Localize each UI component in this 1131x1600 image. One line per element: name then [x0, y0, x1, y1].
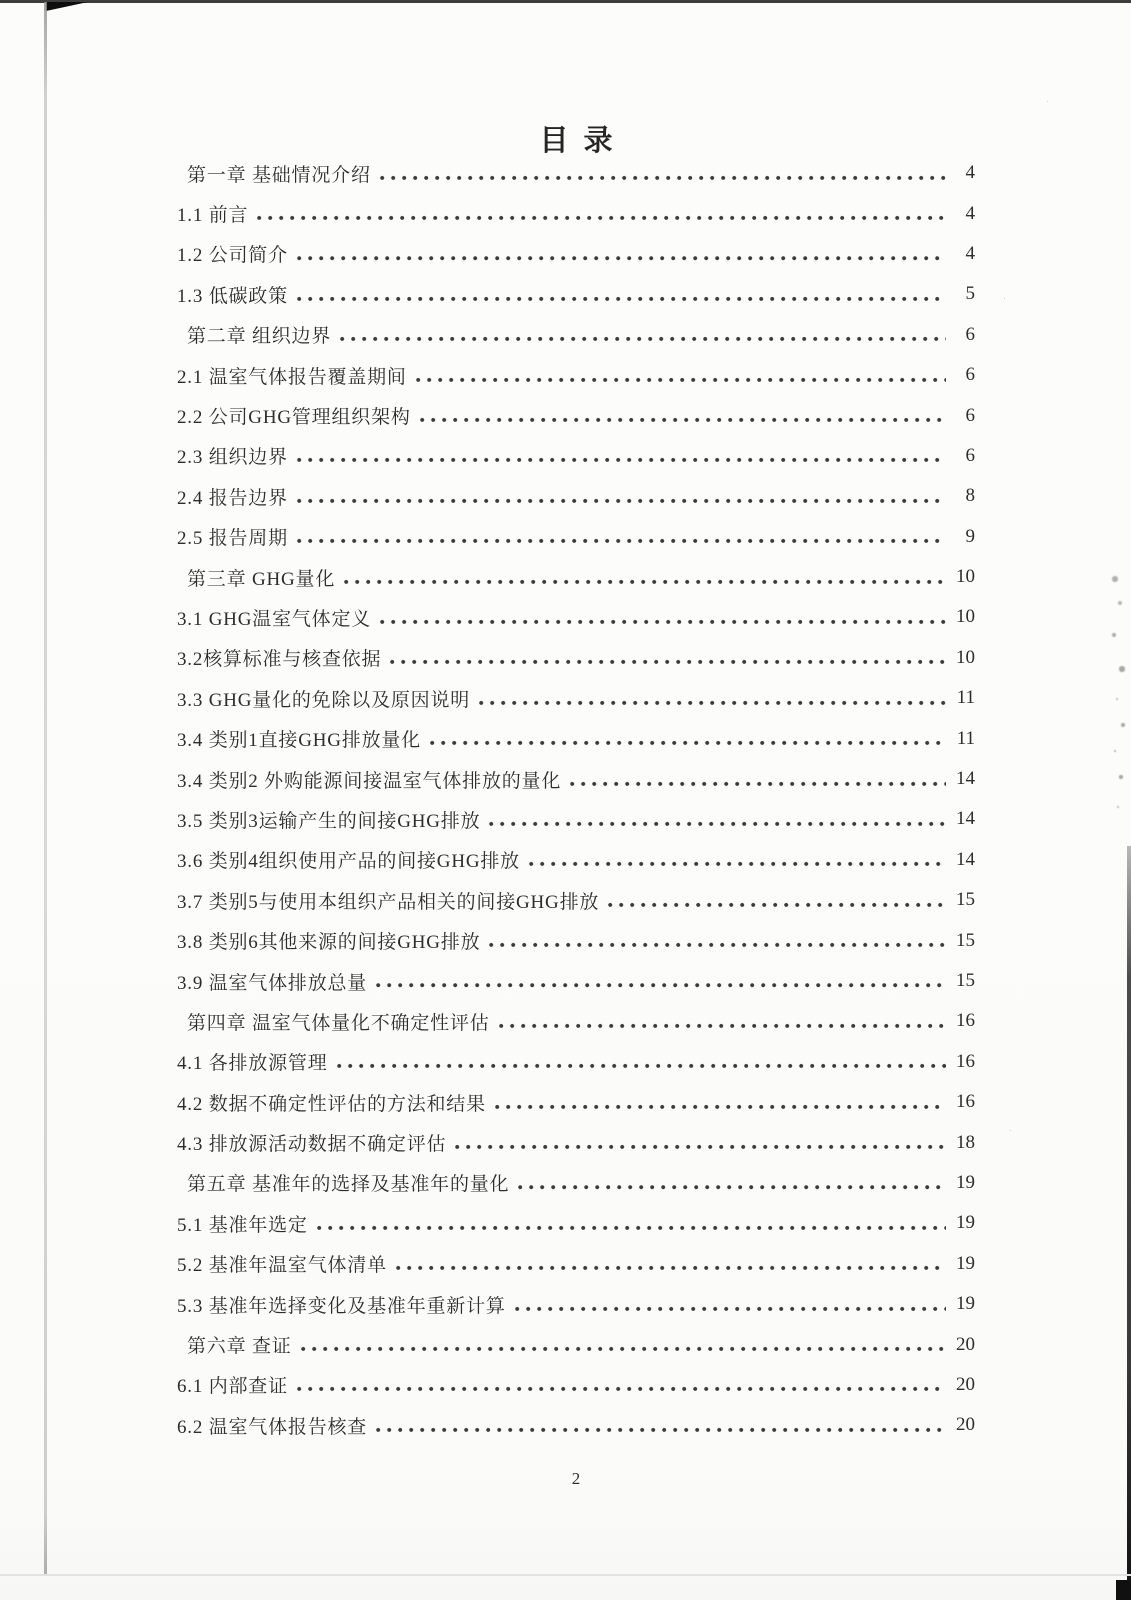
toc-dot-leader — [489, 809, 946, 830]
toc-entry — [177, 1244, 975, 1284]
toc-entry-page: 11 — [956, 687, 975, 709]
toc-entry — [177, 1163, 975, 1203]
toc-entry-page: 19 — [956, 1252, 975, 1274]
scan-bottom-right-mark — [1116, 1580, 1131, 1600]
toc-entry-page: 14 — [956, 768, 975, 790]
toc-entry-label: 3.4 类别1直接GHG排放量化 — [177, 730, 421, 752]
toc-dot-leader — [380, 607, 946, 628]
toc-list — [177, 153, 975, 1446]
toc-entry-page: 19 — [956, 1212, 975, 1234]
scan-top-edge-strip — [0, 0, 1131, 3]
toc-dot-leader — [297, 445, 946, 466]
toc-entry — [177, 840, 975, 880]
toc-entry-page: 18 — [956, 1131, 975, 1153]
toc-dot-leader — [416, 365, 946, 386]
scan-right-edge-strip — [1127, 846, 1131, 1583]
toc-entry — [177, 153, 975, 193]
toc-entry — [177, 638, 975, 678]
toc-entry-label: 第一章 基础情况介绍 — [187, 164, 371, 186]
toc-entry-label: 第五章 基准年的选择及基准年的量化 — [187, 1174, 510, 1196]
footer-page-number: 2 — [571, 1469, 581, 1488]
toc-dot-leader — [529, 849, 946, 870]
toc-entry-page: 10 — [956, 646, 975, 668]
toc-entry-page: 8 — [965, 485, 975, 507]
toc-entry-label: 6.2 温室气体报告核查 — [177, 1416, 368, 1438]
toc-dot-leader — [499, 1011, 946, 1032]
ink-bleed-through-marks — [1112, 576, 1118, 583]
toc-entry-label: 2.4 报告边界 — [177, 487, 288, 509]
toc-entry-page: 20 — [956, 1414, 975, 1436]
toc-dot-leader — [608, 890, 946, 911]
toc-entry-page: 20 — [956, 1373, 975, 1395]
toc-entry — [177, 1122, 975, 1162]
toc-dot-leader — [301, 1334, 946, 1355]
toc-entry-page: 14 — [956, 808, 975, 830]
toc-dot-leader — [317, 1213, 946, 1234]
toc-entry-label: 3.1 GHG温室气体定义 — [177, 608, 372, 630]
toc-entry — [177, 274, 975, 314]
toc-entry-page: 20 — [956, 1333, 975, 1355]
toc-entry-page: 10 — [956, 566, 975, 588]
toc-entry-page: 11 — [956, 727, 975, 749]
toc-dot-leader — [380, 163, 946, 184]
toc-entry-label: 4.2 数据不确定性评估的方法和结果 — [177, 1093, 486, 1115]
page-title: 目录 — [539, 125, 628, 157]
toc-entry-page: 4 — [965, 242, 975, 264]
toc-entry — [177, 193, 975, 233]
toc-entry-label: 1.1 前言 — [177, 205, 249, 227]
toc-entry-label: 6.1 内部查证 — [177, 1376, 288, 1398]
toc-entry-page: 16 — [956, 1010, 975, 1032]
toc-entry-page: 4 — [965, 162, 975, 184]
toc-entry-label: 3.9 温室气体排放总量 — [177, 972, 368, 994]
toc-entry — [177, 517, 975, 557]
toc-entry — [177, 718, 975, 758]
toc-entry — [177, 920, 975, 960]
toc-entry-label: 3.7 类别5与使用本组织产品相关的间接GHG排放 — [177, 891, 600, 913]
toc-dot-leader — [297, 1374, 946, 1395]
toc-dot-leader — [344, 567, 946, 588]
toc-entry — [177, 1405, 975, 1445]
scan-corner-mark — [46, 2, 88, 11]
toc-dot-leader — [430, 728, 946, 749]
toc-entry — [177, 395, 975, 435]
toc-entry — [177, 678, 975, 718]
toc-entry-page: 14 — [956, 848, 975, 870]
scan-speckles — [0, 0, 2, 2]
toc-entry-label: 2.3 组织边界 — [177, 447, 288, 469]
toc-entry-label: 3.2核算标准与核查依据 — [177, 649, 382, 671]
toc-entry-page: 6 — [965, 444, 975, 466]
toc-entry — [177, 436, 975, 476]
toc-entry-label: 1.3 低碳政策 — [177, 285, 288, 307]
toc-entry-page: 10 — [956, 606, 975, 628]
scan-left-edge-line — [44, 2, 47, 1575]
toc-entry — [177, 557, 975, 597]
toc-entry — [177, 234, 975, 274]
toc-dot-leader — [455, 1132, 946, 1153]
toc-entry — [177, 1365, 975, 1405]
toc-entry-label: 3.4 类别2 外购能源间接温室气体排放的量化 — [177, 770, 562, 792]
toc-entry-label: 3.5 类别3运输产生的间接GHG排放 — [177, 810, 481, 832]
toc-entry — [177, 1203, 975, 1243]
toc-dot-leader — [337, 1051, 946, 1072]
toc-entry-page: 6 — [965, 404, 975, 426]
toc-dot-leader — [376, 971, 946, 992]
toc-entry-page: 19 — [956, 1171, 975, 1193]
toc-entry-page: 16 — [956, 1050, 975, 1072]
toc-entry — [177, 1082, 975, 1122]
toc-entry — [177, 1001, 975, 1041]
toc-dot-leader — [376, 1415, 946, 1436]
toc-entry-label: 4.3 排放源活动数据不确定评估 — [177, 1134, 447, 1156]
toc-entry-label: 2.1 温室气体报告覆盖期间 — [177, 366, 407, 388]
toc-entry-label: 第二章 组织边界 — [187, 326, 332, 348]
toc-entry-page: 4 — [965, 202, 975, 224]
toc-dot-leader — [297, 284, 946, 305]
toc-dot-leader — [518, 1173, 946, 1194]
toc-entry — [177, 799, 975, 839]
toc-entry-label: 3.8 类别6其他来源的间接GHG排放 — [177, 932, 481, 954]
toc-entry — [177, 355, 975, 395]
toc-entry — [177, 1042, 975, 1082]
scan-bottom-edge-line — [0, 1574, 1131, 1576]
toc-entry-label: 5.3 基准年选择变化及基准年重新计算 — [177, 1295, 506, 1317]
toc-dot-leader — [257, 203, 946, 224]
toc-entry-label: 2.2 公司GHG管理组织架构 — [177, 407, 411, 429]
toc-dot-leader — [297, 244, 946, 265]
toc-entry-page: 9 — [965, 525, 975, 547]
toc-entry-label: 第六章 查证 — [187, 1336, 292, 1358]
toc-entry-label: 3.3 GHG量化的免除以及原因说明 — [177, 689, 471, 711]
toc-dot-leader — [515, 1294, 946, 1315]
toc-entry — [177, 315, 975, 355]
toc-entry-label: 5.2 基准年温室气体清单 — [177, 1255, 387, 1277]
toc-dot-leader — [495, 1092, 946, 1113]
toc-dot-leader — [390, 647, 946, 668]
toc-entry-label: 5.1 基准年选定 — [177, 1214, 308, 1236]
toc-entry-label: 1.2 公司简介 — [177, 245, 288, 267]
toc-dot-leader — [396, 1253, 946, 1274]
toc-entry-label: 第四章 温室气体量化不确定性评估 — [187, 1012, 490, 1034]
toc-entry-label: 3.6 类别4组织使用产品的间接GHG排放 — [177, 851, 520, 873]
toc-entry — [177, 759, 975, 799]
toc-dot-leader — [297, 486, 946, 507]
toc-entry — [177, 476, 975, 516]
toc-entry-page: 15 — [956, 929, 975, 951]
toc-dot-leader — [489, 930, 946, 951]
toc-dot-leader — [570, 769, 946, 790]
toc-entry-label: 第三章 GHG量化 — [187, 568, 336, 590]
toc-entry-label: 4.1 各排放源管理 — [177, 1053, 328, 1075]
toc-entry-page: 16 — [956, 1091, 975, 1113]
toc-entry — [177, 961, 975, 1001]
toc-dot-leader — [340, 324, 946, 345]
toc-entry-page: 15 — [956, 889, 975, 911]
toc-entry-page: 5 — [965, 283, 975, 305]
toc-entry-page: 6 — [965, 364, 975, 386]
toc-entry-page: 19 — [956, 1293, 975, 1315]
toc-entry-page: 15 — [956, 970, 975, 991]
toc-entry-label: 2.5 报告周期 — [177, 528, 288, 550]
toc-entry — [177, 597, 975, 637]
toc-entry — [177, 1284, 975, 1324]
toc-entry — [177, 1324, 975, 1364]
toc-dot-leader — [297, 526, 946, 547]
toc-dot-leader — [420, 405, 946, 426]
toc-entry-page: 6 — [965, 323, 975, 345]
toc-dot-leader — [479, 688, 946, 709]
toc-entry — [177, 880, 975, 920]
